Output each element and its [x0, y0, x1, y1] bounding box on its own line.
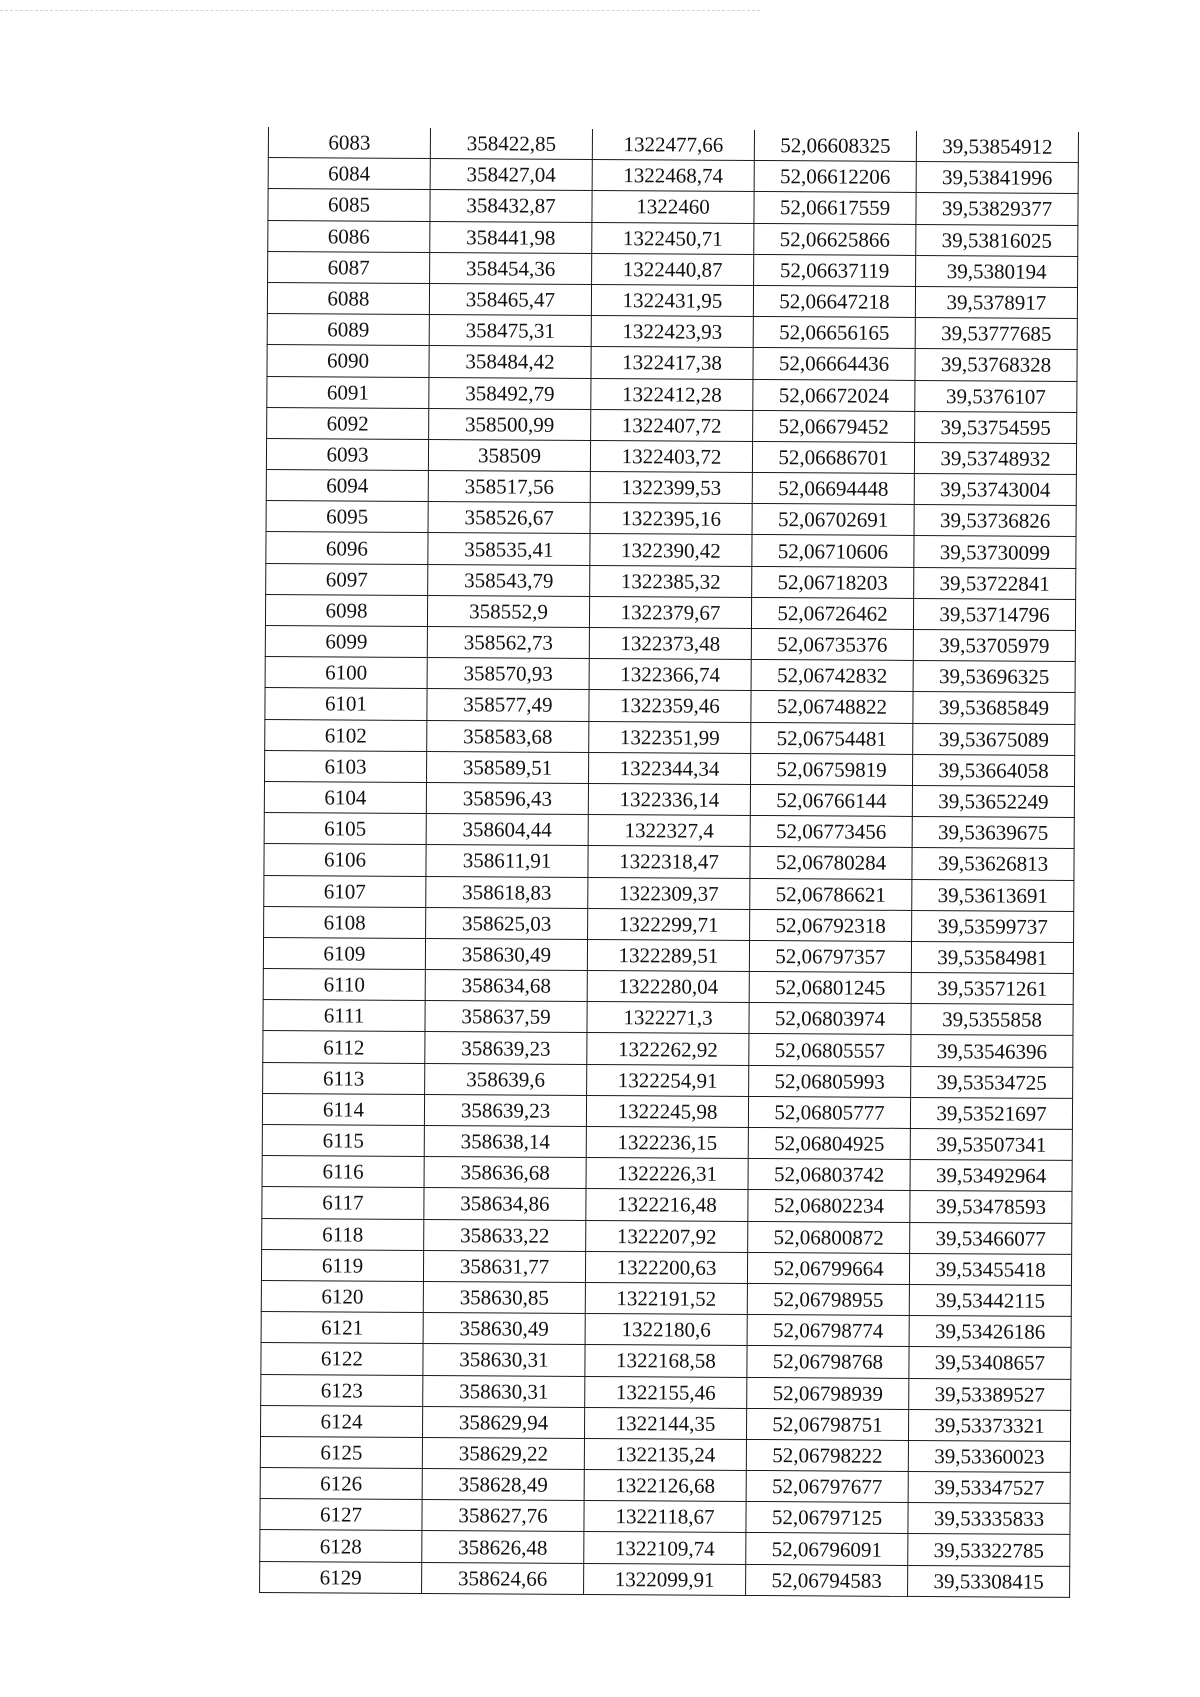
x-coordinate-cell: 358639,23 — [424, 1094, 586, 1126]
longitude-cell: 39,53714796 — [913, 598, 1075, 630]
x-coordinate-cell: 358630,49 — [425, 938, 587, 970]
y-coordinate-cell: 1322299,71 — [588, 908, 750, 940]
table-row — [267, 314, 1077, 350]
x-coordinate-cell: 358630,31 — [423, 1375, 585, 1407]
table-row — [260, 1530, 1070, 1566]
longitude-cell: 39,53347527 — [908, 1471, 1070, 1503]
point-number-cell: 6120 — [261, 1280, 423, 1312]
longitude-cell: 39,53584981 — [911, 941, 1073, 973]
y-coordinate-cell: 1322407,72 — [591, 409, 753, 441]
x-coordinate-cell: 358630,85 — [423, 1281, 585, 1313]
point-number-cell: 6112 — [263, 1031, 425, 1063]
x-coordinate-cell: 358633,22 — [424, 1219, 586, 1251]
y-coordinate-cell: 1322099,91 — [584, 1563, 746, 1595]
point-number-cell: 6117 — [262, 1187, 424, 1219]
table-row — [268, 220, 1078, 256]
longitude-cell: 39,53639675 — [912, 817, 1074, 849]
table-row — [267, 282, 1077, 318]
longitude-cell: 39,53492964 — [910, 1160, 1072, 1192]
longitude-cell: 39,53722841 — [914, 567, 1076, 599]
point-number-cell: 6101 — [265, 688, 427, 720]
point-number-cell: 6087 — [268, 251, 430, 283]
point-number-cell: 6129 — [260, 1561, 422, 1593]
table-row — [265, 688, 1075, 724]
latitude-cell: 52,06798955 — [747, 1283, 909, 1315]
longitude-cell: 39,53754595 — [915, 411, 1077, 443]
y-coordinate-cell: 1322440,87 — [592, 253, 754, 285]
point-number-cell: 6109 — [263, 937, 425, 969]
y-coordinate-cell: 1322109,74 — [584, 1532, 746, 1564]
longitude-cell: 39,53507341 — [910, 1128, 1072, 1160]
table-row — [263, 937, 1073, 973]
point-number-cell: 6128 — [260, 1530, 422, 1562]
longitude-cell: 39,53322785 — [908, 1534, 1070, 1566]
latitude-cell: 52,06754481 — [751, 722, 913, 754]
y-coordinate-cell: 1322379,67 — [589, 596, 751, 628]
longitude-cell: 39,5378917 — [915, 286, 1077, 318]
latitude-cell: 52,06798774 — [747, 1315, 909, 1347]
point-number-cell: 6086 — [268, 220, 430, 252]
table-row — [267, 376, 1077, 412]
longitude-cell: 39,53854912 — [916, 131, 1078, 163]
y-coordinate-cell: 1322385,32 — [590, 565, 752, 597]
x-coordinate-cell: 358596,43 — [426, 782, 588, 814]
y-coordinate-cell: 1322168,58 — [585, 1345, 747, 1377]
x-coordinate-cell: 358626,48 — [422, 1531, 584, 1563]
table-row — [261, 1405, 1071, 1441]
y-coordinate-cell: 1322460 — [592, 191, 754, 223]
point-number-cell: 6105 — [264, 813, 426, 845]
x-coordinate-cell: 358509 — [428, 439, 590, 471]
x-coordinate-cell: 358589,51 — [426, 751, 588, 783]
y-coordinate-cell: 1322280,04 — [587, 971, 749, 1003]
latitude-cell: 52,06672024 — [753, 379, 915, 411]
latitude-cell: 52,06637119 — [754, 254, 916, 286]
table-row — [267, 407, 1077, 443]
longitude-cell: 39,53571261 — [911, 973, 1073, 1005]
latitude-cell: 52,06612206 — [754, 161, 916, 193]
table-row — [266, 563, 1076, 599]
table-row — [263, 969, 1073, 1005]
longitude-cell: 39,53675089 — [913, 723, 1075, 755]
x-coordinate-cell: 358631,77 — [423, 1250, 585, 1282]
longitude-cell: 39,53373321 — [908, 1409, 1070, 1441]
longitude-cell: 39,53426186 — [909, 1316, 1071, 1348]
latitude-cell: 52,06617559 — [754, 192, 916, 224]
x-coordinate-cell: 358552,9 — [427, 595, 589, 627]
x-coordinate-cell: 358465,47 — [429, 283, 591, 315]
point-number-cell: 6099 — [265, 625, 427, 657]
y-coordinate-cell: 1322336,14 — [588, 783, 750, 815]
y-coordinate-cell: 1322450,71 — [592, 222, 754, 254]
latitude-cell: 52,06702691 — [752, 504, 914, 536]
y-coordinate-cell: 1322351,99 — [589, 721, 751, 753]
y-coordinate-cell: 1322431,95 — [591, 284, 753, 316]
longitude-cell: 39,53442115 — [909, 1284, 1071, 1316]
table-row — [264, 813, 1074, 849]
point-number-cell: 6115 — [262, 1124, 424, 1156]
y-coordinate-cell: 1322191,52 — [585, 1282, 747, 1314]
point-number-cell: 6088 — [267, 282, 429, 314]
x-coordinate-cell: 358639,6 — [425, 1063, 587, 1095]
y-coordinate-cell: 1322180,6 — [585, 1314, 747, 1346]
latitude-cell: 52,06759819 — [750, 753, 912, 785]
x-coordinate-cell: 358484,42 — [429, 346, 591, 378]
scan-artifact-line — [0, 10, 760, 11]
x-coordinate-cell: 358583,68 — [427, 720, 589, 752]
longitude-cell: 39,53730099 — [914, 536, 1076, 568]
y-coordinate-cell: 1322144,35 — [584, 1407, 746, 1439]
latitude-cell: 52,06786621 — [750, 878, 912, 910]
longitude-cell: 39,53308415 — [908, 1565, 1070, 1597]
longitude-cell: 39,5380194 — [916, 255, 1078, 287]
latitude-cell: 52,06625866 — [754, 223, 916, 255]
longitude-cell: 39,53546396 — [911, 1035, 1073, 1067]
latitude-cell: 52,06797125 — [746, 1502, 908, 1534]
point-number-cell: 6122 — [261, 1343, 423, 1375]
x-coordinate-cell: 358638,14 — [424, 1125, 586, 1157]
point-number-cell: 6095 — [266, 501, 428, 533]
latitude-cell: 52,06805557 — [749, 1034, 911, 1066]
table-row — [263, 1031, 1073, 1067]
longitude-cell: 39,53652249 — [912, 785, 1074, 817]
longitude-cell: 39,53829377 — [916, 193, 1078, 225]
point-number-cell: 6093 — [266, 438, 428, 470]
x-coordinate-cell: 358611,91 — [426, 845, 588, 877]
x-coordinate-cell: 358475,31 — [429, 315, 591, 347]
point-number-cell: 6098 — [265, 594, 427, 626]
latitude-cell: 52,06686701 — [752, 441, 914, 473]
x-coordinate-cell: 358500,99 — [429, 408, 591, 440]
point-number-cell: 6096 — [266, 532, 428, 564]
table-row — [263, 1062, 1073, 1098]
table-row — [264, 781, 1074, 817]
latitude-cell: 52,06773456 — [750, 816, 912, 848]
longitude-cell: 39,53696325 — [913, 661, 1075, 693]
y-coordinate-cell: 1322118,67 — [584, 1501, 746, 1533]
x-coordinate-cell: 358625,03 — [426, 907, 588, 939]
y-coordinate-cell: 1322327,4 — [588, 815, 750, 847]
longitude-cell: 39,53335833 — [908, 1503, 1070, 1535]
point-number-cell: 6127 — [260, 1499, 422, 1531]
x-coordinate-cell: 358454,36 — [430, 252, 592, 284]
x-coordinate-cell: 358629,94 — [422, 1406, 584, 1438]
longitude-cell: 39,53478593 — [910, 1191, 1072, 1223]
longitude-cell: 39,53534725 — [911, 1066, 1073, 1098]
table-row — [264, 844, 1074, 880]
x-coordinate-cell: 358628,49 — [422, 1469, 584, 1501]
table-row — [262, 1218, 1072, 1254]
point-number-cell: 6119 — [261, 1249, 423, 1281]
latitude-cell: 52,06798768 — [747, 1346, 909, 1378]
latitude-cell: 52,06608325 — [754, 130, 916, 162]
longitude-cell: 39,53613691 — [912, 879, 1074, 911]
table-row — [261, 1374, 1071, 1410]
coordinates-table-container — [259, 127, 1078, 1598]
latitude-cell: 52,06679452 — [753, 410, 915, 442]
table-row — [268, 189, 1078, 225]
longitude-cell: 39,53599737 — [912, 910, 1074, 942]
point-number-cell: 6116 — [262, 1156, 424, 1188]
longitude-cell: 39,53466077 — [910, 1222, 1072, 1254]
latitude-cell: 52,06794583 — [746, 1564, 908, 1596]
latitude-cell: 52,06805777 — [748, 1096, 910, 1128]
y-coordinate-cell: 1322309,37 — [588, 877, 750, 909]
longitude-cell: 39,53685849 — [913, 692, 1075, 724]
x-coordinate-cell: 358543,79 — [428, 564, 590, 596]
longitude-cell: 39,5355858 — [911, 1004, 1073, 1036]
x-coordinate-cell: 358627,76 — [422, 1500, 584, 1532]
table-row — [265, 657, 1075, 693]
table-row — [261, 1343, 1071, 1379]
table-row — [266, 438, 1076, 474]
x-coordinate-cell: 358629,22 — [422, 1437, 584, 1469]
table-row — [261, 1280, 1071, 1316]
y-coordinate-cell: 1322403,72 — [590, 440, 752, 472]
x-coordinate-cell: 358624,66 — [422, 1562, 584, 1594]
table-row — [261, 1312, 1071, 1348]
y-coordinate-cell: 1322271,3 — [587, 1002, 749, 1034]
latitude-cell: 52,06710606 — [752, 535, 914, 567]
latitude-cell: 52,06718203 — [752, 566, 914, 598]
latitude-cell: 52,06805993 — [749, 1065, 911, 1097]
latitude-cell: 52,06647218 — [753, 285, 915, 317]
x-coordinate-cell: 358422,85 — [430, 128, 592, 160]
y-coordinate-cell: 1322390,42 — [590, 534, 752, 566]
table-row — [261, 1249, 1071, 1285]
point-number-cell: 6089 — [267, 314, 429, 346]
point-number-cell: 6121 — [261, 1312, 423, 1344]
table-row — [260, 1561, 1070, 1597]
point-number-cell: 6091 — [267, 376, 429, 408]
table-row — [268, 158, 1078, 194]
x-coordinate-cell: 358639,23 — [425, 1032, 587, 1064]
y-coordinate-cell: 1322399,53 — [590, 472, 752, 504]
point-number-cell: 6104 — [264, 781, 426, 813]
table-row — [265, 625, 1075, 661]
y-coordinate-cell: 1322155,46 — [585, 1376, 747, 1408]
y-coordinate-cell: 1322226,31 — [586, 1158, 748, 1190]
x-coordinate-cell: 358634,68 — [425, 970, 587, 1002]
y-coordinate-cell: 1322135,24 — [584, 1438, 746, 1470]
y-coordinate-cell: 1322373,48 — [589, 627, 751, 659]
table-row — [260, 1468, 1070, 1504]
y-coordinate-cell: 1322289,51 — [587, 939, 749, 971]
longitude-cell: 39,53816025 — [916, 224, 1078, 256]
table-row — [262, 1156, 1072, 1192]
x-coordinate-cell: 358577,49 — [427, 689, 589, 721]
table-row — [262, 1187, 1072, 1223]
latitude-cell: 52,06803974 — [749, 1003, 911, 1035]
point-number-cell: 6106 — [264, 844, 426, 876]
latitude-cell: 52,06797357 — [749, 940, 911, 972]
point-number-cell: 6094 — [266, 470, 428, 502]
y-coordinate-cell: 1322126,68 — [584, 1470, 746, 1502]
table-row — [262, 1093, 1072, 1129]
x-coordinate-cell: 358441,98 — [430, 221, 592, 253]
x-coordinate-cell: 358630,31 — [423, 1344, 585, 1376]
x-coordinate-cell: 358618,83 — [426, 876, 588, 908]
point-number-cell: 6100 — [265, 657, 427, 689]
table-row — [263, 1000, 1073, 1036]
point-number-cell: 6124 — [261, 1405, 423, 1437]
y-coordinate-cell: 1322468,74 — [592, 160, 754, 192]
latitude-cell: 52,06735376 — [751, 628, 913, 660]
x-coordinate-cell: 358634,86 — [424, 1188, 586, 1220]
longitude-cell: 39,53743004 — [914, 474, 1076, 506]
latitude-cell: 52,06803742 — [748, 1159, 910, 1191]
longitude-cell: 39,53841996 — [916, 162, 1078, 194]
point-number-cell: 6123 — [261, 1374, 423, 1406]
y-coordinate-cell: 1322344,34 — [588, 752, 750, 784]
table-row — [264, 875, 1074, 911]
x-coordinate-cell: 358562,73 — [427, 626, 589, 658]
longitude-cell: 39,5376107 — [915, 380, 1077, 412]
x-coordinate-cell: 358526,67 — [428, 502, 590, 534]
longitude-cell: 39,53408657 — [909, 1347, 1071, 1379]
x-coordinate-cell: 358535,41 — [428, 533, 590, 565]
point-number-cell: 6103 — [265, 750, 427, 782]
table-row — [267, 345, 1077, 381]
longitude-cell: 39,53360023 — [908, 1440, 1070, 1472]
point-number-cell: 6092 — [267, 407, 429, 439]
table-row — [266, 501, 1076, 537]
table-row — [264, 906, 1074, 942]
table-row — [260, 1499, 1070, 1535]
point-number-cell: 6107 — [264, 875, 426, 907]
latitude-cell: 52,06797677 — [746, 1471, 908, 1503]
y-coordinate-cell: 1322236,15 — [586, 1126, 748, 1158]
longitude-cell: 39,53705979 — [913, 629, 1075, 661]
latitude-cell: 52,06656165 — [753, 317, 915, 349]
y-coordinate-cell: 1322262,92 — [587, 1033, 749, 1065]
latitude-cell: 52,06742832 — [751, 660, 913, 692]
point-number-cell: 6102 — [265, 719, 427, 751]
latitude-cell: 52,06804925 — [748, 1127, 910, 1159]
latitude-cell: 52,06726462 — [751, 597, 913, 629]
point-number-cell: 6110 — [263, 969, 425, 1001]
table-row — [268, 127, 1078, 163]
latitude-cell: 52,06748822 — [751, 691, 913, 723]
table-row — [266, 470, 1076, 506]
table-row — [268, 251, 1078, 287]
table-row — [265, 719, 1075, 755]
x-coordinate-cell: 358630,49 — [423, 1313, 585, 1345]
latitude-cell: 52,06792318 — [750, 909, 912, 941]
y-coordinate-cell: 1322412,28 — [591, 378, 753, 410]
latitude-cell: 52,06694448 — [752, 473, 914, 505]
y-coordinate-cell: 1322216,48 — [586, 1189, 748, 1221]
y-coordinate-cell: 1322254,91 — [587, 1064, 749, 1096]
table-row — [265, 750, 1075, 786]
y-coordinate-cell: 1322200,63 — [585, 1251, 747, 1283]
longitude-cell: 39,53768328 — [915, 349, 1077, 381]
y-coordinate-cell: 1322423,93 — [591, 316, 753, 348]
x-coordinate-cell: 358427,04 — [430, 159, 592, 191]
longitude-cell: 39,53455418 — [909, 1253, 1071, 1285]
point-number-cell: 6111 — [263, 1000, 425, 1032]
table-row — [266, 532, 1076, 568]
longitude-cell: 39,53736826 — [914, 505, 1076, 537]
latitude-cell: 52,06801245 — [749, 972, 911, 1004]
latitude-cell: 52,06800872 — [748, 1221, 910, 1253]
longitude-cell: 39,53664058 — [912, 754, 1074, 786]
coordinates-table — [259, 127, 1079, 1598]
longitude-cell: 39,53748932 — [914, 442, 1076, 474]
latitude-cell: 52,06798222 — [746, 1439, 908, 1471]
point-number-cell: 6113 — [263, 1062, 425, 1094]
latitude-cell: 52,06799664 — [747, 1252, 909, 1284]
latitude-cell: 52,06798939 — [747, 1377, 909, 1409]
x-coordinate-cell: 358604,44 — [426, 814, 588, 846]
x-coordinate-cell: 358492,79 — [429, 377, 591, 409]
point-number-cell: 6126 — [260, 1468, 422, 1500]
y-coordinate-cell: 1322359,46 — [589, 690, 751, 722]
point-number-cell: 6114 — [262, 1093, 424, 1125]
table-row — [265, 594, 1075, 630]
point-number-cell: 6118 — [262, 1218, 424, 1250]
point-number-cell: 6090 — [267, 345, 429, 377]
point-number-cell: 6085 — [268, 189, 430, 221]
y-coordinate-cell: 1322417,38 — [591, 347, 753, 379]
x-coordinate-cell: 358637,59 — [425, 1001, 587, 1033]
latitude-cell: 52,06780284 — [750, 847, 912, 879]
y-coordinate-cell: 1322477,66 — [592, 129, 754, 161]
point-number-cell: 6084 — [268, 158, 430, 190]
table-row — [262, 1124, 1072, 1160]
latitude-cell: 52,06766144 — [750, 784, 912, 816]
y-coordinate-cell: 1322395,16 — [590, 503, 752, 535]
x-coordinate-cell: 358517,56 — [428, 471, 590, 503]
x-coordinate-cell: 358432,87 — [430, 190, 592, 222]
latitude-cell: 52,06664436 — [753, 348, 915, 380]
y-coordinate-cell: 1322366,74 — [589, 659, 751, 691]
latitude-cell: 52,06802234 — [748, 1190, 910, 1222]
point-number-cell: 6097 — [266, 563, 428, 595]
longitude-cell: 39,53626813 — [912, 848, 1074, 880]
longitude-cell: 39,53521697 — [910, 1097, 1072, 1129]
x-coordinate-cell: 358570,93 — [427, 658, 589, 690]
point-number-cell: 6083 — [268, 127, 430, 159]
table-row — [260, 1436, 1070, 1472]
latitude-cell: 52,06798751 — [746, 1408, 908, 1440]
x-coordinate-cell: 358636,68 — [424, 1157, 586, 1189]
y-coordinate-cell: 1322207,92 — [586, 1220, 748, 1252]
y-coordinate-cell: 1322318,47 — [588, 846, 750, 878]
latitude-cell: 52,06796091 — [746, 1533, 908, 1565]
point-number-cell: 6125 — [260, 1436, 422, 1468]
coordinates-table-body — [260, 127, 1079, 1597]
y-coordinate-cell: 1322245,98 — [586, 1095, 748, 1127]
point-number-cell: 6108 — [264, 906, 426, 938]
longitude-cell: 39,53777685 — [915, 318, 1077, 350]
longitude-cell: 39,53389527 — [909, 1378, 1071, 1410]
